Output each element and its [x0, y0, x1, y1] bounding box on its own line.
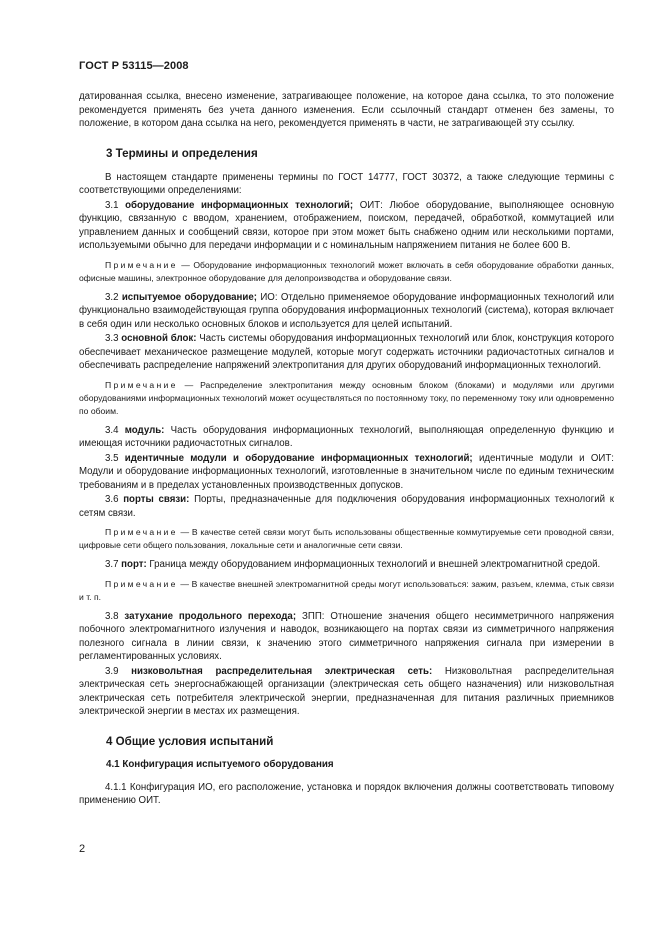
term-3-1: 3.1 оборудование информационных технологий; ОИТ: Любое оборудование, выполняющее основную функцию, связанную с вводом, хранением, отображением, поиском, передачей, обработкой, коммутацией или управлением данных и сообщений связи, которое при этом может быть снабжено одним или несколькими портами, используемыми обычно для передачи информации и с номинальным напряжением питания не более 600 В.	[79, 199, 614, 251]
term-3-9: 3.9 низковольтная распределительная электрическая сеть: Низковольтная распределительная электрическая сеть энергоснабжающей организации (электрическая сеть общего назначения) или низковольтная электрическая сеть потребителя электрической энергии, предназначенная для питания различных приемников электрической энергии в местах их размещения.	[79, 665, 614, 717]
document-body	[79, 90, 614, 809]
term-3-5: 3.5 идентичные модули и оборудование информационных технологий; идентичные модули и ОИТ: Модули и оборудование информационных технологий, изготовленные в значительном числе по единым техническим требованиям и в пределах установленных производственных допусков.	[79, 452, 614, 491]
term-3-3: 3.3 основной блок: Часть системы оборудования информационных технологий или блок, конструкция которого обеспечивает механическое размещение модулей, которые могут содержать источники радиочастотных сигналов и обеспечивать распределение напряжений электропитания для других оборудований информационных технологий.	[79, 333, 614, 371]
term-3-8: 3.8 затухание продольного перехода; ЗПП: Отношение значения общего несимметричного напряжения побочного электромагнитного излучения и наводок, возникающего на портах связи из симметричного напряжения полезного сигнала в линии связи, к значению этого симметричного напряжения сигнала при измерении в регламентированных условиях.	[79, 610, 615, 662]
term-3-6: 3.6 порты связи: Порты, предназначенные для подключения оборудования информационных технологий к сетям связи.	[79, 494, 614, 519]
section-3-lead: В настоящем стандарте применены термины по ГОСТ 14777, ГОСТ 30372, а также следующие термины с соответствующими определениями:	[79, 171, 614, 196]
intro-paragraph: датированная ссылка, внесено изменение, затрагивающее положение, на которое дана ссылка, то это положение рекомендуется применять без учета данного изменения. Если ссылочный стандарт отменен без замены, то положение, в котором дана ссылка на него, рекомендуется применять в части, не затрагивающей эту ссылку.	[79, 91, 614, 129]
note-3-7: Примечание — В качестве внешней электромагнитной среды могут использоваться: зажим, разъем, клемма, стык связи и т. п.	[79, 578, 614, 602]
term-3-2: 3.2 испытуемое оборудование; ИО: Отдельно применяемое оборудование информационных технологий или функционально взаимодействующая группа оборудования информационных технологий (система), которая включает в себя один или несколько основных блоков и используется для целей испытаний.	[79, 291, 614, 330]
page-number: 2	[79, 843, 86, 855]
subsection-4-1-title: 4.1 Конфигурация испытуемого оборудования	[106, 758, 334, 770]
document-header: ГОСТ Р 53115—2008	[79, 60, 189, 72]
term-3-7: 3.7 порт: Граница между оборудованием информационных технологий и внешней электромагнитной средой.	[105, 559, 601, 570]
note-3-6: Примечание — В качестве сетей связи могут быть использованы общественные коммутируемые сети проводной связи, цифровые сети общего пользования, локальные сети и аналогичные сети связи.	[79, 527, 614, 550]
paragraph-4-1-1: 4.1.1 Конфигурация ИО, его расположение, установка и порядок включения должны соответствовать типовому применению ОИТ.	[79, 781, 614, 806]
note-3-1: Примечание — Оборудование информационных технологий может включать в себя оборудование обработки данных, офисные машины, электронное оборудование для делопроизводства и оборудование связи.	[79, 259, 614, 283]
section-3-title: 3 Термины и определения	[106, 146, 258, 160]
note-3-3: Примечание — Распределение электропитания между основным блоком (блоками) и модулями или другими оборудованиями информационных технологий может осуществляться по постоянному току, по переменному току или одновременно по обоим.	[79, 379, 614, 416]
section-4-title: 4 Общие условия испытаний	[106, 734, 274, 748]
term-3-4: 3.4 модуль: Часть оборудования информационных технологий, выполняющая определенную функцию и имеющая источники радиочастотных сигналов.	[79, 424, 614, 449]
